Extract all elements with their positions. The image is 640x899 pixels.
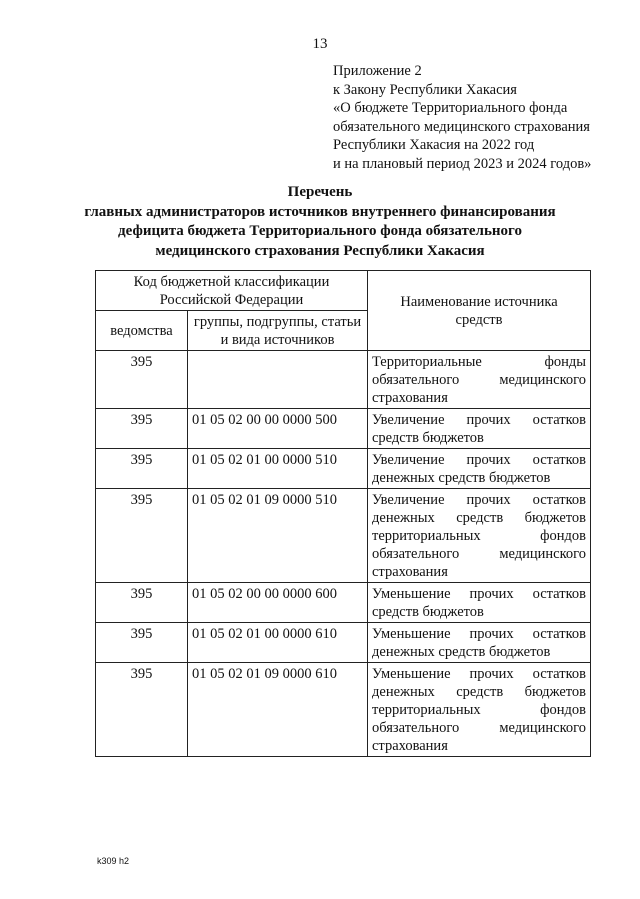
header-department: ведомства: [96, 311, 188, 351]
title-line: главных администраторов источников внутреннего финансирования: [84, 203, 556, 220]
appendix-line: «О бюджете Территориального фонда: [333, 100, 568, 117]
cell-source-name: Уменьшение прочих остатков денежных средств бюджетов территориальных фондов обязательного медицинского страхования: [368, 663, 591, 757]
table-row: [96, 449, 591, 489]
title-line: дефицита бюджета Территориального фонда обязательного: [118, 223, 522, 239]
cell-code: 01 05 02 01 00 0000 510: [188, 449, 368, 489]
cell-code: 01 05 02 00 00 0000 500: [188, 409, 368, 449]
table-row: [96, 351, 591, 409]
cell-source-name: Увеличение прочих остатков средств бюджетов: [368, 409, 591, 449]
table-row: [96, 623, 591, 663]
cell-source-name: Уменьшение прочих остатков средств бюджетов: [368, 583, 591, 623]
footer-document-code: k309 h2: [97, 856, 130, 866]
title-line: медицинского страхования Республики Хакасия: [155, 242, 485, 259]
appendix-line: Республики Хакасия на 2022 год: [333, 137, 535, 154]
cell-source-name: Уменьшение прочих остатков денежных средств бюджетов: [368, 623, 591, 663]
cell-department: 395: [96, 663, 188, 757]
cell-source-name: Увеличение прочих остатков денежных средств бюджетов территориальных фондов обязательного медицинского страхования: [368, 489, 591, 583]
appendix-line: Приложение 2: [333, 63, 422, 79]
appendix-line: и на плановый период 2023 и 2024 годов»: [333, 155, 592, 172]
cell-department: 395: [96, 583, 188, 623]
cell-department: 395: [96, 623, 188, 663]
table-row: [96, 489, 591, 583]
cell-code: 01 05 02 01 09 0000 510: [188, 489, 368, 583]
page-number: 13: [312, 36, 328, 52]
header-code-group: Код бюджетной классификации Российской Федерации: [96, 271, 368, 311]
cell-department: 395: [96, 409, 188, 449]
cell-code: 01 05 02 01 09 0000 610: [188, 663, 368, 757]
table-header-row: [96, 271, 591, 311]
appendix-line: к Закону Республики Хакасия: [333, 81, 517, 98]
cell-source-name: Увеличение прочих остатков денежных средств бюджетов: [368, 449, 591, 489]
appendix-header: [333, 62, 591, 174]
cell-department: 395: [96, 489, 188, 583]
header-group: группы, подгруппы, статьи и вида источников: [188, 311, 368, 351]
table-row: [96, 583, 591, 623]
appendix-line: обязательного медицинского страхования: [333, 118, 590, 135]
cell-code: 01 05 02 00 00 0000 600: [188, 583, 368, 623]
sources-table: [95, 270, 591, 757]
title-line: Перечень: [287, 184, 353, 200]
cell-code: 01 05 02 01 00 0000 610: [188, 623, 368, 663]
cell-code: [188, 351, 368, 409]
cell-department: 395: [96, 351, 188, 409]
header-source-name: Наименование источника средств: [368, 271, 591, 351]
cell-department: 395: [96, 449, 188, 489]
cell-source-name: Территориальные фонды обязательного медицинского страхования: [368, 351, 591, 409]
document-title: [0, 183, 640, 261]
table-row: [96, 663, 591, 757]
table-row: [96, 409, 591, 449]
